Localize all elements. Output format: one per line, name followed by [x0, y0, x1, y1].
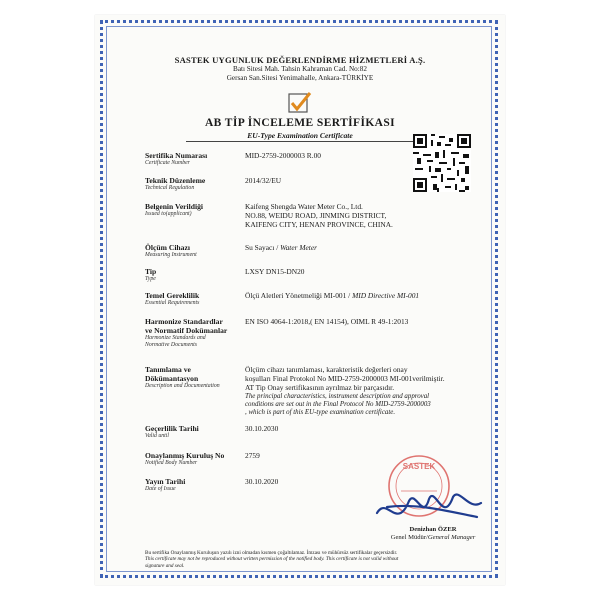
- footer-text-en-2: signature and seal.: [145, 562, 185, 569]
- certificate-number-label: Sertifika Numarası: [145, 151, 208, 160]
- instrument-label-en: Measuring Instrument: [145, 252, 197, 258]
- valid-until-label-en: Valid until: [145, 433, 169, 439]
- regulation-value: 2014/32/EU: [245, 176, 282, 185]
- issued-to-label: Belgenin Verildiği: [145, 202, 204, 211]
- applicant-address-2: KAIFENG CITY, HENAN PROVINCE, CHINA.: [245, 220, 393, 230]
- certificate-number-value: MID-2759-2000003 R.00: [245, 151, 321, 160]
- description-text-2: koşulları Final Protokol No MID-2759-2000003 MI-001verilmiştir.: [245, 374, 445, 384]
- description-text-en-1: The principal characteristics, instrument description and approval: [245, 392, 430, 400]
- standards-label-2: ve Normatif Dokümanlar: [145, 326, 228, 335]
- type-label: Tip: [145, 267, 157, 276]
- notified-body-label-en: Notified Body Number: [145, 460, 198, 466]
- signatory: [378, 526, 488, 542]
- issuer-name: SASTEK UYGUNLUK DEĞERLENDİRME HİZMETLERİ A.Ş.: [174, 55, 426, 65]
- applicant-name: Kaifeng Shengda Water Meter Co., Ltd.: [245, 202, 363, 211]
- issued-to-label-en: Issued to(applicant): [145, 211, 192, 217]
- description-label-2: Dökümantasyon: [145, 374, 199, 383]
- issue-date-label-en: Date of Issue: [145, 486, 176, 492]
- notified-body-label: Onaylanmış Kuruluş No: [145, 451, 225, 460]
- standards-label-en-2: Normative Documents: [145, 342, 198, 348]
- instrument-value: [245, 243, 475, 252]
- requirements-value-tr: Ölçü Aletleri Yönetmeliği MI-001 /: [245, 291, 353, 300]
- issue-date-label: Yayın Tarihi: [145, 477, 186, 486]
- stamp-text: SASTEK: [402, 462, 436, 471]
- notified-body-value: 2759: [245, 451, 260, 460]
- title-divider: [186, 141, 414, 142]
- issuer-address-1: Batı Sitesi Mah. Tahsin Kahraman Cad. No:82: [233, 65, 367, 73]
- description-text-1: Ölçüm cihazı tanımlaması, karakteristik değerleri onay: [245, 365, 408, 374]
- issuer-header: [110, 55, 490, 83]
- valid-until-value: 30.10.2030: [245, 424, 279, 433]
- instrument-label: Ölçüm Cihazı: [145, 243, 190, 252]
- certificate-title: AB TİP İNCELEME SERTİFİKASI: [204, 117, 396, 129]
- requirements-value-en: MID Directive MI-001: [352, 291, 420, 300]
- issuer-address-2: Gersan San.Sitesi Yenimahalle, Ankara-TÜRKİYE: [226, 74, 374, 82]
- requirements-label-en: Essential Requirements: [145, 300, 200, 306]
- certificate-subtitle: EU-Type Examination Certificate: [247, 131, 353, 140]
- certificate-number-label-en: Certificate Number: [145, 160, 190, 166]
- description-text-en-2: conditions are set out in the Final Protocol No MID-2759-2000003: [245, 401, 431, 409]
- instrument-value-en: Water Meter: [280, 243, 317, 252]
- description-label-en: Description and Documentation: [145, 383, 220, 389]
- signatory-name: Denizhan ÖZER: [409, 526, 457, 533]
- regulation-label: Teknik Düzenleme: [145, 176, 206, 185]
- footer-text-en-1: This certificate may not be reproduced without written permission of the notified body. This certificate is not valid without: [145, 556, 399, 563]
- description-label-1: Tanımlama ve: [145, 365, 191, 374]
- type-value: LXSY DN15-DN20: [245, 267, 305, 276]
- valid-until-label: Geçerlilik Tarihi: [145, 424, 199, 433]
- type-label-en: Type: [145, 276, 156, 282]
- standards-value: EN ISO 4064-1:2018,( EN 14154), OIML R 49-1:2013: [245, 317, 409, 326]
- footer-disclaimer: [145, 550, 475, 569]
- standards-label-en-1: Harmonize Standards and: [145, 335, 206, 341]
- description-text-3: AT Tip Onay sertifikasının ayrılmaz bir parçasıdır.: [245, 383, 395, 393]
- instrument-value-tr: Su Sayacı /: [245, 243, 281, 252]
- requirements-value: [245, 291, 475, 300]
- standards-label-1: Harmonize Standardlar: [145, 317, 223, 326]
- checkmark-logo-icon: [288, 92, 312, 114]
- signatory-title-tr: Genel Müdür/: [390, 534, 428, 541]
- footer-text-tr: Bu sertifika Onaylanmış Kuruluşun yazılı izni olmadan kısmen çoğaltılamaz. İmzası ve mühürsüz sertifikalar geçersizdir.: [145, 550, 398, 556]
- signatory-title-en: General Manager: [427, 534, 476, 541]
- regulation-label-en: Technical Regulation: [145, 185, 195, 191]
- issue-date-value: 30.10.2020: [245, 477, 279, 486]
- applicant-address-1: NO.88, WEIDU ROAD, JINMING DISTRICT,: [245, 211, 387, 221]
- requirements-label: Temel Gereklilik: [145, 291, 200, 300]
- description-text-en-3: , which is part of this EU-type examination certificate.: [245, 409, 396, 417]
